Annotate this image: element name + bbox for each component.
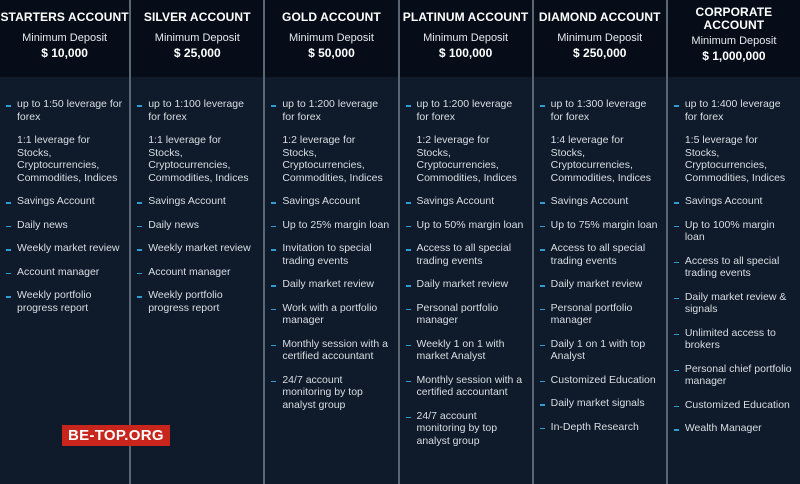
account-column-platinum <box>398 0 532 484</box>
feature-item <box>400 195 532 208</box>
feature-text: Weekly market review <box>17 242 120 254</box>
dash-bullet-icon <box>137 296 142 298</box>
feature-item <box>534 98 666 123</box>
feature-text: Weekly market review <box>148 242 251 254</box>
account-header <box>668 0 800 77</box>
feature-text: Up to 25% margin loan <box>282 218 390 231</box>
account-column-corporate <box>666 0 800 484</box>
feature-item <box>0 242 129 255</box>
feature-item <box>534 421 666 434</box>
feature-item <box>534 374 666 387</box>
feature-text: Daily market review <box>282 278 374 290</box>
feature-item <box>400 98 532 123</box>
deposit-amount: $ 50,000 <box>308 46 355 60</box>
feature-item <box>265 338 397 363</box>
feature-item <box>534 338 666 363</box>
feature-item <box>265 219 397 232</box>
feature-text: 1:2 leverage for Stocks, Cryptocurrencies, Commodities, Indices <box>282 134 383 184</box>
feature-text: up to 1:50 leverage for forex <box>17 98 123 123</box>
dash-bullet-icon <box>674 370 679 372</box>
feature-text: Access to all special trading events <box>416 242 512 267</box>
dash-bullet-icon <box>6 105 11 107</box>
dash-bullet-icon <box>271 285 276 287</box>
feature-text: 1:1 leverage for Stocks, Cryptocurrencies, Commodities, Indices <box>148 134 249 184</box>
feature-text: Personal chief portfolio manager <box>684 362 792 387</box>
feature-text: Wealth Manager <box>684 422 762 434</box>
minimum-deposit-label: Minimum Deposit <box>288 32 374 44</box>
feature-item <box>534 219 666 232</box>
feature-item <box>668 363 800 388</box>
feature-text: Access to all special trading events <box>550 242 646 267</box>
dash-bullet-icon <box>406 249 411 251</box>
feature-text: Savings Account <box>684 195 763 207</box>
feature-text: Account manager <box>17 265 100 278</box>
feature-item <box>400 410 532 448</box>
dash-bullet-icon <box>137 249 142 251</box>
feature-text: Personal portfolio manager <box>550 301 633 326</box>
feature-text: Savings Account <box>282 195 360 207</box>
feature-text: 1:4 leverage for Stocks, Cryptocurrencies, Commodities, Indices <box>550 134 652 184</box>
deposit-amount: $ 100,000 <box>438 46 493 60</box>
minimum-deposit-label: Minimum Deposit <box>557 32 643 44</box>
feature-list <box>265 77 397 411</box>
feature-text: Savings Account <box>550 195 629 207</box>
feature-text: Daily 1 on 1 with top Analyst <box>550 337 646 362</box>
dash-bullet-icon <box>137 202 142 204</box>
dash-bullet-icon <box>271 105 276 107</box>
feature-item <box>0 266 129 279</box>
feature-text: Savings Account <box>148 195 226 207</box>
feature-item <box>534 302 666 327</box>
feature-item <box>668 255 800 280</box>
dash-bullet-icon <box>540 202 545 204</box>
feature-item <box>131 98 263 123</box>
feature-list <box>534 77 666 433</box>
feature-text: Monthly session with a certified accountant <box>282 337 388 362</box>
minimum-deposit-label: Minimum Deposit <box>691 35 777 47</box>
account-name: SILVER ACCOUNT <box>143 10 251 24</box>
dash-bullet-icon <box>6 296 11 298</box>
dash-bullet-icon <box>540 249 545 251</box>
feature-text: Daily market review <box>550 278 643 290</box>
dash-bullet-icon <box>406 345 411 347</box>
account-name: GOLD ACCOUNT <box>282 10 381 24</box>
feature-item <box>0 195 129 208</box>
feature-text: Daily news <box>17 218 68 231</box>
feature-item <box>265 374 397 412</box>
dash-bullet-icon <box>540 105 545 107</box>
dash-bullet-icon <box>674 262 679 264</box>
dash-bullet-icon <box>406 226 411 228</box>
feature-item <box>400 338 532 363</box>
feature-text: up to 1:300 leverage for forex <box>550 98 647 123</box>
dash-bullet-icon <box>6 226 11 228</box>
dash-bullet-icon <box>406 309 411 311</box>
feature-text: Personal portfolio manager <box>416 301 499 326</box>
deposit-amount: $ 10,000 <box>41 46 88 60</box>
feature-list <box>0 77 129 314</box>
dash-bullet-icon <box>540 345 545 347</box>
dash-bullet-icon <box>6 202 11 204</box>
account-column-diamond <box>532 0 666 484</box>
feature-text: Up to 75% margin loan <box>550 218 658 231</box>
feature-text: In-Depth Research <box>550 420 639 433</box>
minimum-deposit-label: Minimum Deposit <box>22 32 108 44</box>
feature-item <box>400 134 532 184</box>
feature-item <box>400 278 532 291</box>
dash-bullet-icon <box>137 273 142 275</box>
feature-list <box>668 77 800 435</box>
feature-item <box>534 242 666 267</box>
dash-bullet-icon <box>674 406 679 408</box>
feature-item <box>131 195 263 208</box>
feature-text: Savings Account <box>416 195 495 207</box>
feature-item <box>668 399 800 412</box>
watermark-label: BE-TOP.ORG <box>62 425 170 446</box>
account-name: STARTERS ACCOUNT <box>0 10 129 24</box>
dash-bullet-icon <box>271 381 276 383</box>
feature-item <box>131 289 263 314</box>
feature-item <box>131 219 263 232</box>
feature-item <box>668 291 800 316</box>
feature-text: Customized Education <box>550 373 656 386</box>
feature-item <box>131 266 263 279</box>
feature-item <box>265 278 397 291</box>
feature-text: 24/7 account monitoring by top analyst group <box>282 373 363 411</box>
feature-text: up to 1:200 leverage for forex <box>416 98 513 123</box>
minimum-deposit-label: Minimum Deposit <box>154 32 240 44</box>
account-header <box>265 0 397 77</box>
feature-text: Weekly portfolio progress report <box>148 289 223 314</box>
dash-bullet-icon <box>674 226 679 228</box>
dash-bullet-icon <box>6 273 11 275</box>
feature-text: Up to 100% margin loan <box>684 218 775 243</box>
feature-item <box>668 134 800 184</box>
feature-item <box>400 242 532 267</box>
account-column-silver <box>129 0 263 484</box>
feature-text: 1:2 leverage for Stocks, Cryptocurrencies, Commodities, Indices <box>416 134 517 184</box>
dash-bullet-icon <box>674 202 679 204</box>
feature-text: Access to all special trading events <box>684 254 780 279</box>
account-header <box>0 0 129 77</box>
feature-item <box>0 289 129 314</box>
dash-bullet-icon <box>540 381 545 383</box>
feature-item <box>400 302 532 327</box>
feature-item <box>534 397 666 410</box>
feature-list <box>400 77 532 447</box>
feature-text: 1:1 leverage for Stocks, Cryptocurrencies, Commodities, Indices <box>17 134 118 184</box>
account-name: DIAMOND ACCOUNT <box>538 10 661 24</box>
feature-text: Customized Education <box>684 398 790 411</box>
feature-item <box>668 98 800 123</box>
feature-item <box>0 98 129 123</box>
dash-bullet-icon <box>271 309 276 311</box>
feature-item <box>668 219 800 244</box>
feature-text: Weekly portfolio progress report <box>17 289 92 314</box>
feature-item <box>265 242 397 267</box>
feature-text: up to 1:400 leverage for forex <box>684 98 781 123</box>
feature-list <box>131 77 263 314</box>
feature-text: Monthly session with a certified accountant <box>416 373 523 398</box>
feature-text: up to 1:200 leverage for forex <box>282 98 379 123</box>
dash-bullet-icon <box>540 404 545 406</box>
feature-text: Work with a portfolio manager <box>282 301 378 326</box>
deposit-amount: $ 250,000 <box>573 46 627 60</box>
feature-item <box>131 134 263 184</box>
account-header <box>534 0 666 77</box>
feature-item <box>265 134 397 184</box>
account-column-starters <box>0 0 129 484</box>
feature-item <box>534 195 666 208</box>
feature-item <box>400 374 532 399</box>
minimum-deposit-label: Minimum Deposit <box>423 32 509 44</box>
feature-item <box>265 195 397 208</box>
feature-text: Invitation to special trading events <box>282 242 372 267</box>
feature-item <box>0 134 129 184</box>
feature-item <box>668 327 800 352</box>
feature-text: Up to 50% margin loan <box>416 218 524 231</box>
account-name: CORPORATE ACCOUNT <box>695 5 773 32</box>
dash-bullet-icon <box>674 429 679 431</box>
feature-text: Daily market review & signals <box>684 290 787 315</box>
feature-item <box>668 422 800 435</box>
dash-bullet-icon <box>406 202 411 204</box>
account-name: PLATINUM ACCOUNT <box>402 10 529 24</box>
feature-item <box>534 134 666 184</box>
feature-item <box>131 242 263 255</box>
feature-item <box>534 278 666 291</box>
feature-text: Daily news <box>148 218 199 231</box>
account-column-gold <box>263 0 397 484</box>
feature-item <box>400 219 532 232</box>
dash-bullet-icon <box>674 298 679 300</box>
feature-item <box>668 195 800 208</box>
dash-bullet-icon <box>540 309 545 311</box>
dash-bullet-icon <box>406 381 411 383</box>
dash-bullet-icon <box>406 417 411 419</box>
dash-bullet-icon <box>271 202 276 204</box>
feature-item <box>0 219 129 232</box>
dash-bullet-icon <box>406 285 411 287</box>
dash-bullet-icon <box>540 285 545 287</box>
deposit-amount: $ 25,000 <box>173 46 221 60</box>
feature-text: Daily market signals <box>550 397 645 409</box>
deposit-amount: $ 1,000,000 <box>702 49 766 63</box>
account-header <box>400 0 532 77</box>
feature-text: 1:5 leverage for Stocks, Cryptocurrencies, Commodities, Indices <box>684 134 786 184</box>
feature-item <box>265 98 397 123</box>
feature-item <box>265 302 397 327</box>
feature-text: Daily market review <box>416 278 509 290</box>
dash-bullet-icon <box>406 105 411 107</box>
dash-bullet-icon <box>137 226 142 228</box>
feature-text: up to 1:100 leverage for forex <box>148 98 244 123</box>
dash-bullet-icon <box>271 249 276 251</box>
dash-bullet-icon <box>674 105 679 107</box>
dash-bullet-icon <box>137 105 142 107</box>
dash-bullet-icon <box>540 428 545 430</box>
account-header <box>131 0 263 77</box>
feature-text: Savings Account <box>17 195 95 207</box>
feature-text: 24/7 account monitoring by top analyst group <box>416 409 498 447</box>
feature-text: Weekly 1 on 1 with market Analyst <box>416 337 505 362</box>
dash-bullet-icon <box>271 345 276 347</box>
dash-bullet-icon <box>6 249 11 251</box>
feature-text: Account manager <box>148 265 231 278</box>
dash-bullet-icon <box>674 334 679 336</box>
dash-bullet-icon <box>271 226 276 228</box>
feature-text: Unlimited access to brokers <box>684 326 776 351</box>
dash-bullet-icon <box>540 226 545 228</box>
